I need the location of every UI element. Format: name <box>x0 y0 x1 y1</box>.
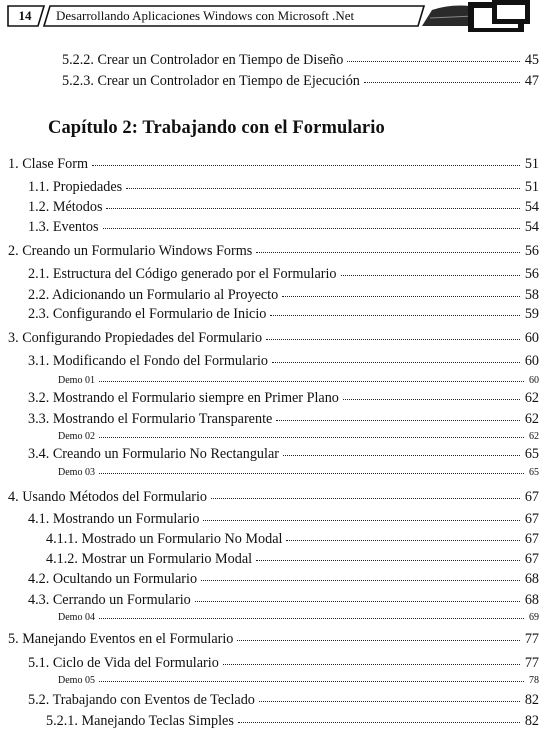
toc-entry-demo-02 <box>58 431 539 443</box>
toc-entry-3 <box>8 329 539 347</box>
toc-entry-page: 59 <box>524 306 539 322</box>
dot-leader <box>99 681 524 682</box>
toc-entry-page: 51 <box>524 156 539 172</box>
dot-leader <box>286 540 519 541</box>
toc-entry-1-1 <box>28 178 539 196</box>
toc-entry-page: 56 <box>524 243 539 259</box>
toc-entry-4-1 <box>28 510 539 528</box>
toc-entry-label: 3.2. Mostrando el Formulario siempre en Primer Plano <box>28 390 339 406</box>
toc-entry-page: 54 <box>524 219 539 235</box>
toc-entry-5-2 <box>28 691 539 709</box>
toc-entry-5 <box>8 630 539 648</box>
dot-leader <box>266 339 520 340</box>
toc-entry-page: 67 <box>524 511 539 527</box>
toc-entry-label: 4.2. Ocultando un Formulario <box>28 571 198 587</box>
toc-entry-page: 60 <box>524 330 539 346</box>
toc-entry-label: 4.1.1. Mostrado un Formulario No Modal <box>46 531 283 547</box>
toc-entry-page: 67 <box>524 551 539 567</box>
toc-entry-page: 82 <box>524 713 539 729</box>
toc-entry-1-2 <box>28 198 539 216</box>
dot-leader <box>272 362 520 363</box>
dot-leader <box>276 420 520 421</box>
dot-leader <box>195 601 520 602</box>
dot-leader <box>238 722 520 723</box>
toc-entry-4-1-2 <box>46 550 539 568</box>
toc-entry-2 <box>8 242 539 260</box>
toc-entry-page: 65 <box>524 446 539 462</box>
toc-entry-2-1 <box>28 265 539 283</box>
toc-entry-page: 77 <box>524 655 539 671</box>
toc-entry-4-1-1 <box>46 530 539 548</box>
toc-entry-5-2-1 <box>46 712 539 730</box>
toc-entry-label: Demo 01 <box>58 375 95 386</box>
toc-entry-2-2 <box>28 286 539 304</box>
toc-entry-3-3 <box>28 410 539 428</box>
toc-entry-5-2-3 <box>62 72 539 90</box>
toc-entry-label: 2.2. Adicionando un Formulario al Proyecto <box>28 287 279 303</box>
dot-leader <box>237 640 519 641</box>
toc-entry-label: 5.1. Ciclo de Vida del Formulario <box>28 655 219 671</box>
dot-leader <box>364 82 520 83</box>
dot-leader <box>223 664 520 665</box>
toc-entry-3-1 <box>28 352 539 370</box>
dot-leader <box>99 473 524 474</box>
toc-entry-label: Demo 04 <box>58 612 95 623</box>
toc-entry-label: 2.3. Configurando el Formulario de Inicio <box>28 306 267 322</box>
dot-leader <box>282 296 520 297</box>
toc-entry-3-2 <box>28 389 539 407</box>
page-number: 14 <box>18 8 32 23</box>
toc-entry-5-1 <box>28 654 539 672</box>
dot-leader <box>347 61 519 62</box>
toc-entry-2-3 <box>28 305 539 323</box>
toc-entry-page: 60 <box>529 375 539 386</box>
toc-entry-label: 4.3. Cerrando un Formulario <box>28 592 191 608</box>
toc-entry-page: 68 <box>524 571 539 587</box>
toc-entry-label: 5. Manejando Eventos en el Formulario <box>8 631 234 647</box>
toc-entry-3-4 <box>28 445 539 463</box>
dot-leader <box>270 315 519 316</box>
toc-entry-demo-04 <box>58 612 539 624</box>
toc-entry-page: 67 <box>524 489 539 505</box>
toc-entry-label: 3.3. Mostrando el Formulario Transparente <box>28 411 273 427</box>
chapter-title: Capítulo 2: Trabajando con el Formulario <box>48 118 385 138</box>
toc-entry-label: Demo 03 <box>58 467 95 478</box>
toc-entry-label: 1.2. Métodos <box>28 199 103 215</box>
dot-leader <box>341 275 520 276</box>
toc-entry-label: 3.1. Modificando el Fondo del Formulario <box>28 353 268 369</box>
toc-entry-label: 4.1. Mostrando un Formulario <box>28 511 200 527</box>
toc-entry-4-2 <box>28 570 539 588</box>
toc-entry-label: Demo 05 <box>58 675 95 686</box>
dot-leader <box>256 252 520 253</box>
toc-entry-label: 3. Configurando Propiedades del Formulario <box>8 330 263 346</box>
toc-entry-page: 82 <box>524 692 539 708</box>
dot-leader <box>201 580 520 581</box>
dot-leader <box>283 455 520 456</box>
toc-entry-label: Demo 02 <box>58 431 95 442</box>
toc-entry-label: 1.3. Eventos <box>28 219 99 235</box>
toc-entry-page: 45 <box>524 52 539 68</box>
toc-entry-label: 4. Usando Métodos del Formulario <box>8 489 207 505</box>
toc-entry-4 <box>8 488 539 506</box>
toc-entry-page: 62 <box>524 390 539 406</box>
toc-entry-page: 51 <box>524 179 539 195</box>
dot-leader <box>203 520 519 521</box>
running-header <box>0 0 551 40</box>
dot-leader <box>211 498 520 499</box>
dot-leader <box>256 560 520 561</box>
toc-entry-page: 54 <box>524 199 539 215</box>
dot-leader <box>259 701 520 702</box>
toc-entry-label: 5.2. Trabajando con Eventos de Teclado <box>28 692 255 708</box>
dot-leader <box>106 208 519 209</box>
toc-entry-page: 68 <box>524 592 539 608</box>
toc-entry-page: 47 <box>524 73 539 89</box>
dot-leader <box>126 188 520 189</box>
toc-entry-demo-05 <box>58 675 539 687</box>
toc-entry-label: 5.2.2. Crear un Controlador en Tiempo de Diseño <box>62 52 344 68</box>
toc-entry-demo-03 <box>58 467 539 479</box>
toc-entry-label: 2. Creando un Formulario Windows Forms <box>8 243 253 259</box>
toc-entry-page: 78 <box>529 675 539 686</box>
toc-entry-5-2-2 <box>62 51 539 69</box>
toc-entry-label: 1.1. Propiedades <box>28 179 123 195</box>
toc-entry-label: 2.1. Estructura del Código generado por el Formulario <box>28 266 337 282</box>
toc-entry-page: 56 <box>524 266 539 282</box>
toc-entry-page: 65 <box>529 467 539 478</box>
toc-entry-1 <box>8 155 539 173</box>
dot-leader <box>99 618 524 619</box>
toc-entry-1-3 <box>28 218 539 236</box>
dot-leader <box>92 165 520 166</box>
toc-entry-label: 1. Clase Form <box>8 156 88 172</box>
toc-entry-page: 67 <box>524 531 539 547</box>
dot-leader <box>103 228 520 229</box>
toc-entry-page: 62 <box>524 411 539 427</box>
toc-entry-page: 60 <box>524 353 539 369</box>
dot-leader <box>99 381 524 382</box>
toc-entry-page: 58 <box>524 287 539 303</box>
toc-entry-page: 69 <box>529 612 539 623</box>
dot-leader <box>99 437 524 438</box>
toc-entry-page: 62 <box>529 431 539 442</box>
dot-leader <box>343 399 520 400</box>
toc-entry-label: 3.4. Creando un Formulario No Rectangular <box>28 446 279 462</box>
toc-entry-page: 77 <box>524 631 539 647</box>
toc-entry-label: 5.2.3. Crear un Controlador en Tiempo de Ejecución <box>62 73 360 89</box>
running-title: Desarrollando Aplicaciones Windows con Microsoft .Net <box>56 8 355 23</box>
toc-entry-label: 4.1.2. Mostrar un Formulario Modal <box>46 551 253 567</box>
toc-entry-demo-01 <box>58 375 539 387</box>
toc-entry-4-3 <box>28 591 539 609</box>
toc-entry-label: 5.2.1. Manejando Teclas Simples <box>46 713 234 729</box>
